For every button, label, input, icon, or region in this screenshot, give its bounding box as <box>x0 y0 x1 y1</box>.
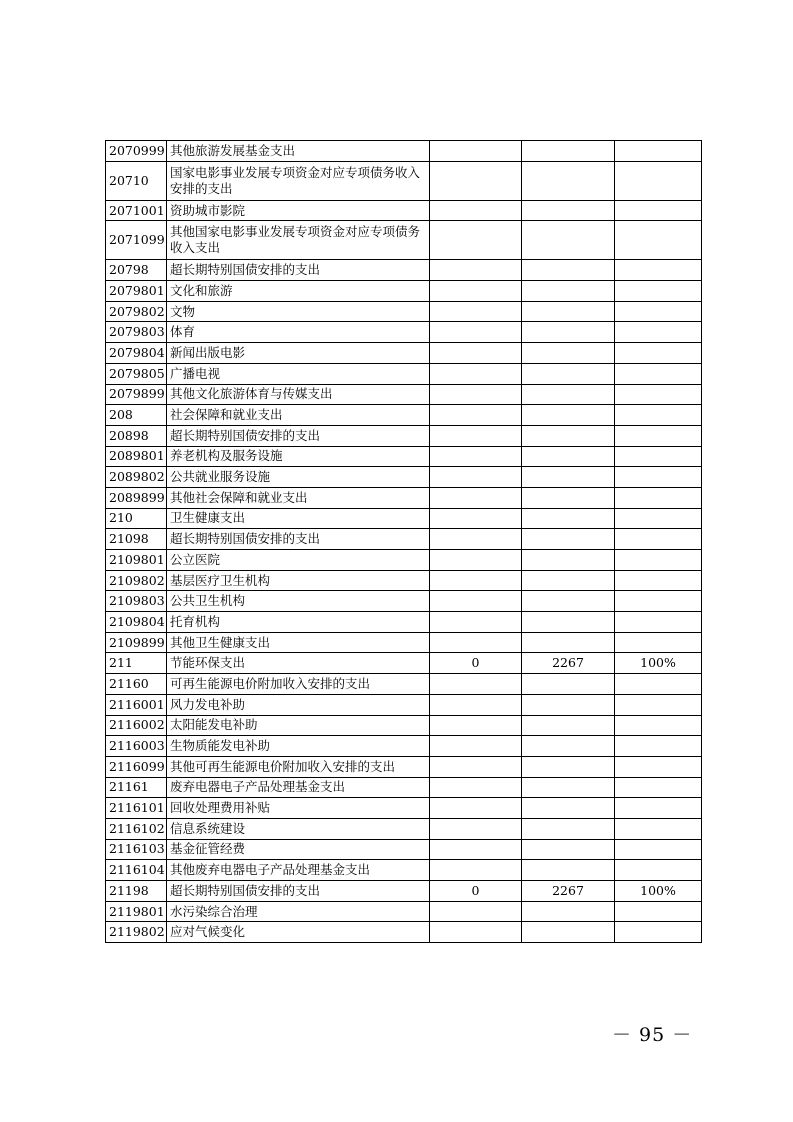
row-code: 20710 <box>106 161 167 200</box>
row-value-1 <box>430 260 522 281</box>
row-value-2 <box>522 425 615 446</box>
table-row <box>106 694 702 715</box>
row-value-2 <box>522 363 615 384</box>
row-value-3 <box>615 694 702 715</box>
row-code: 2079805 <box>106 363 167 384</box>
row-value-2 <box>522 901 615 922</box>
row-name: 超长期特别国债安排的支出 <box>167 529 430 550</box>
row-value-1 <box>430 839 522 860</box>
row-value-2 <box>522 384 615 405</box>
table-row <box>106 674 702 695</box>
row-value-1 <box>430 161 522 200</box>
row-value-3 <box>615 161 702 200</box>
row-value-1 <box>430 301 522 322</box>
row-value-3 <box>615 922 702 943</box>
row-code: 211 <box>106 653 167 674</box>
row-value-2 <box>522 694 615 715</box>
row-code: 2109802 <box>106 570 167 591</box>
row-value-1 <box>430 322 522 343</box>
row-code: 2079803 <box>106 322 167 343</box>
row-name: 其他旅游发展基金支出 <box>167 141 430 162</box>
row-value-1 <box>430 467 522 488</box>
row-value-2 <box>522 777 615 798</box>
row-value-2 <box>522 612 615 633</box>
table-row <box>106 141 702 162</box>
row-value-3 <box>615 467 702 488</box>
row-value-1: 0 <box>430 653 522 674</box>
row-code: 21160 <box>106 674 167 695</box>
table-row <box>106 756 702 777</box>
table-row <box>106 425 702 446</box>
row-name: 信息系统建设 <box>167 818 430 839</box>
table-row <box>106 653 702 674</box>
table-row <box>106 777 702 798</box>
row-code: 2109803 <box>106 591 167 612</box>
table-row <box>106 715 702 736</box>
row-value-3 <box>615 221 702 260</box>
row-value-2 <box>522 281 615 302</box>
table-row <box>106 612 702 633</box>
row-value-1 <box>430 694 522 715</box>
row-value-1 <box>430 777 522 798</box>
row-value-2 <box>522 487 615 508</box>
table-row <box>106 161 702 200</box>
row-value-2 <box>522 221 615 260</box>
row-name: 回收处理费用补贴 <box>167 798 430 819</box>
row-code: 2116103 <box>106 839 167 860</box>
row-code: 2116101 <box>106 798 167 819</box>
table-row <box>106 922 702 943</box>
row-value-3 <box>615 425 702 446</box>
row-code: 2089899 <box>106 487 167 508</box>
table-row <box>106 881 702 902</box>
table-row <box>106 221 702 260</box>
row-value-2 <box>522 818 615 839</box>
row-code: 2079801 <box>106 281 167 302</box>
row-name: 生物质能发电补助 <box>167 736 430 757</box>
row-name: 其他国家电影事业发展专项资金对应专项债务收入支出 <box>167 221 430 260</box>
row-code: 2089801 <box>106 446 167 467</box>
table-row <box>106 632 702 653</box>
table-row <box>106 798 702 819</box>
row-value-2: 2267 <box>522 653 615 674</box>
row-value-3: 100% <box>615 881 702 902</box>
row-name: 太阳能发电补助 <box>167 715 430 736</box>
row-name: 基层医疗卫生机构 <box>167 570 430 591</box>
row-name: 基金征管经费 <box>167 839 430 860</box>
row-name: 节能环保支出 <box>167 653 430 674</box>
budget-table-body <box>106 141 702 943</box>
table-row <box>106 860 702 881</box>
row-code: 2071099 <box>106 221 167 260</box>
row-value-1 <box>430 405 522 426</box>
row-value-2 <box>522 798 615 819</box>
row-name: 国家电影事业发展专项资金对应专项债务收入安排的支出 <box>167 161 430 200</box>
row-value-1 <box>430 363 522 384</box>
row-value-1 <box>430 487 522 508</box>
row-value-2 <box>522 405 615 426</box>
row-value-2 <box>522 301 615 322</box>
row-name: 养老机构及服务设施 <box>167 446 430 467</box>
row-value-3 <box>615 487 702 508</box>
row-value-3 <box>615 260 702 281</box>
row-code: 21161 <box>106 777 167 798</box>
row-value-1 <box>430 446 522 467</box>
row-code: 2089802 <box>106 467 167 488</box>
row-value-2 <box>522 715 615 736</box>
row-value-2 <box>522 446 615 467</box>
row-code: 2109801 <box>106 550 167 571</box>
row-code: 2070999 <box>106 141 167 162</box>
row-name: 新闻出版电影 <box>167 343 430 364</box>
row-code: 20798 <box>106 260 167 281</box>
row-value-2 <box>522 591 615 612</box>
row-value-1 <box>430 901 522 922</box>
row-value-3 <box>615 632 702 653</box>
row-code: 2109899 <box>106 632 167 653</box>
row-value-1 <box>430 860 522 881</box>
row-name: 资助城市影院 <box>167 200 430 221</box>
row-code: 2079804 <box>106 343 167 364</box>
row-code: 2109804 <box>106 612 167 633</box>
row-code: 21198 <box>106 881 167 902</box>
table-row <box>106 281 702 302</box>
row-code: 2116099 <box>106 756 167 777</box>
row-code: 21098 <box>106 529 167 550</box>
row-name: 广播电视 <box>167 363 430 384</box>
row-value-2 <box>522 632 615 653</box>
table-row <box>106 405 702 426</box>
row-value-2: 2267 <box>522 881 615 902</box>
table-row <box>106 343 702 364</box>
table-row <box>106 839 702 860</box>
row-value-3 <box>615 200 702 221</box>
row-code: 2116002 <box>106 715 167 736</box>
row-name: 文物 <box>167 301 430 322</box>
row-value-2 <box>522 736 615 757</box>
row-value-1 <box>430 425 522 446</box>
row-name: 其他卫生健康支出 <box>167 632 430 653</box>
row-value-1 <box>430 818 522 839</box>
table-row <box>106 550 702 571</box>
row-name: 超长期特别国债安排的支出 <box>167 881 430 902</box>
table-row <box>106 200 702 221</box>
table-row <box>106 322 702 343</box>
row-name: 超长期特别国债安排的支出 <box>167 425 430 446</box>
row-value-3 <box>615 363 702 384</box>
row-value-3 <box>615 736 702 757</box>
row-value-1 <box>430 343 522 364</box>
table-row <box>106 384 702 405</box>
budget-table <box>105 140 702 943</box>
row-value-3 <box>615 612 702 633</box>
row-value-1 <box>430 221 522 260</box>
row-value-3 <box>615 550 702 571</box>
row-name: 公立医院 <box>167 550 430 571</box>
row-value-1 <box>430 674 522 695</box>
row-value-2 <box>522 260 615 281</box>
row-value-1 <box>430 591 522 612</box>
row-value-3 <box>615 756 702 777</box>
table-row <box>106 446 702 467</box>
row-value-1 <box>430 922 522 943</box>
row-name: 公共卫生机构 <box>167 591 430 612</box>
table-row <box>106 529 702 550</box>
row-value-3 <box>615 384 702 405</box>
row-name: 应对气候变化 <box>167 922 430 943</box>
row-value-1 <box>430 281 522 302</box>
row-code: 2116102 <box>106 818 167 839</box>
row-value-3 <box>615 901 702 922</box>
row-value-1 <box>430 508 522 529</box>
row-value-1 <box>430 612 522 633</box>
row-value-3 <box>615 818 702 839</box>
row-name: 其他文化旅游体育与传媒支出 <box>167 384 430 405</box>
row-code: 210 <box>106 508 167 529</box>
page-number: － 95 － <box>612 1024 693 1046</box>
row-code: 2116001 <box>106 694 167 715</box>
row-value-1 <box>430 736 522 757</box>
table-row <box>106 901 702 922</box>
row-value-3 <box>615 508 702 529</box>
row-code: 2119801 <box>106 901 167 922</box>
row-value-3 <box>615 281 702 302</box>
row-value-3: 100% <box>615 653 702 674</box>
row-value-2 <box>522 550 615 571</box>
row-value-3 <box>615 301 702 322</box>
row-value-1 <box>430 529 522 550</box>
row-value-3 <box>615 798 702 819</box>
row-value-3 <box>615 860 702 881</box>
row-code: 2079899 <box>106 384 167 405</box>
row-value-2 <box>522 141 615 162</box>
row-name: 其他废弃电器电子产品处理基金支出 <box>167 860 430 881</box>
row-code: 2071001 <box>106 200 167 221</box>
row-code: 2119802 <box>106 922 167 943</box>
table-row <box>106 363 702 384</box>
table-row <box>106 467 702 488</box>
row-value-2 <box>522 529 615 550</box>
table-row <box>106 818 702 839</box>
row-name: 社会保障和就业支出 <box>167 405 430 426</box>
table-row <box>106 591 702 612</box>
row-value-1 <box>430 798 522 819</box>
row-value-2 <box>522 200 615 221</box>
row-value-2 <box>522 570 615 591</box>
row-value-1 <box>430 141 522 162</box>
row-value-1 <box>430 715 522 736</box>
row-code: 2116104 <box>106 860 167 881</box>
row-code: 2116003 <box>106 736 167 757</box>
row-value-3 <box>615 529 702 550</box>
row-value-2 <box>522 161 615 200</box>
row-value-2 <box>522 508 615 529</box>
row-name: 体育 <box>167 322 430 343</box>
row-name: 托育机构 <box>167 612 430 633</box>
row-value-1: 0 <box>430 881 522 902</box>
row-value-2 <box>522 674 615 695</box>
row-value-3 <box>615 446 702 467</box>
table-row <box>106 570 702 591</box>
row-name: 水污染综合治理 <box>167 901 430 922</box>
row-value-1 <box>430 200 522 221</box>
row-value-2 <box>522 860 615 881</box>
row-name: 可再生能源电价附加收入安排的支出 <box>167 674 430 695</box>
row-value-2 <box>522 343 615 364</box>
row-name: 超长期特别国债安排的支出 <box>167 260 430 281</box>
table-row <box>106 487 702 508</box>
row-name: 废弃电器电子产品处理基金支出 <box>167 777 430 798</box>
row-name: 风力发电补助 <box>167 694 430 715</box>
row-value-1 <box>430 632 522 653</box>
table-row <box>106 301 702 322</box>
row-value-1 <box>430 384 522 405</box>
row-value-3 <box>615 405 702 426</box>
row-name: 文化和旅游 <box>167 281 430 302</box>
row-value-3 <box>615 322 702 343</box>
row-value-2 <box>522 922 615 943</box>
row-value-1 <box>430 756 522 777</box>
row-value-3 <box>615 839 702 860</box>
row-value-3 <box>615 141 702 162</box>
row-value-3 <box>615 343 702 364</box>
row-code: 208 <box>106 405 167 426</box>
row-value-3 <box>615 570 702 591</box>
row-code: 2079802 <box>106 301 167 322</box>
row-value-3 <box>615 674 702 695</box>
row-value-3 <box>615 777 702 798</box>
row-value-2 <box>522 322 615 343</box>
row-name: 公共就业服务设施 <box>167 467 430 488</box>
row-value-3 <box>615 715 702 736</box>
table-row <box>106 508 702 529</box>
table-row <box>106 260 702 281</box>
row-code: 20898 <box>106 425 167 446</box>
row-value-1 <box>430 550 522 571</box>
row-value-2 <box>522 839 615 860</box>
row-name: 其他可再生能源电价附加收入安排的支出 <box>167 756 430 777</box>
row-value-1 <box>430 570 522 591</box>
row-value-2 <box>522 467 615 488</box>
table-row <box>106 736 702 757</box>
row-name: 卫生健康支出 <box>167 508 430 529</box>
row-value-2 <box>522 756 615 777</box>
row-name: 其他社会保障和就业支出 <box>167 487 430 508</box>
row-value-3 <box>615 591 702 612</box>
